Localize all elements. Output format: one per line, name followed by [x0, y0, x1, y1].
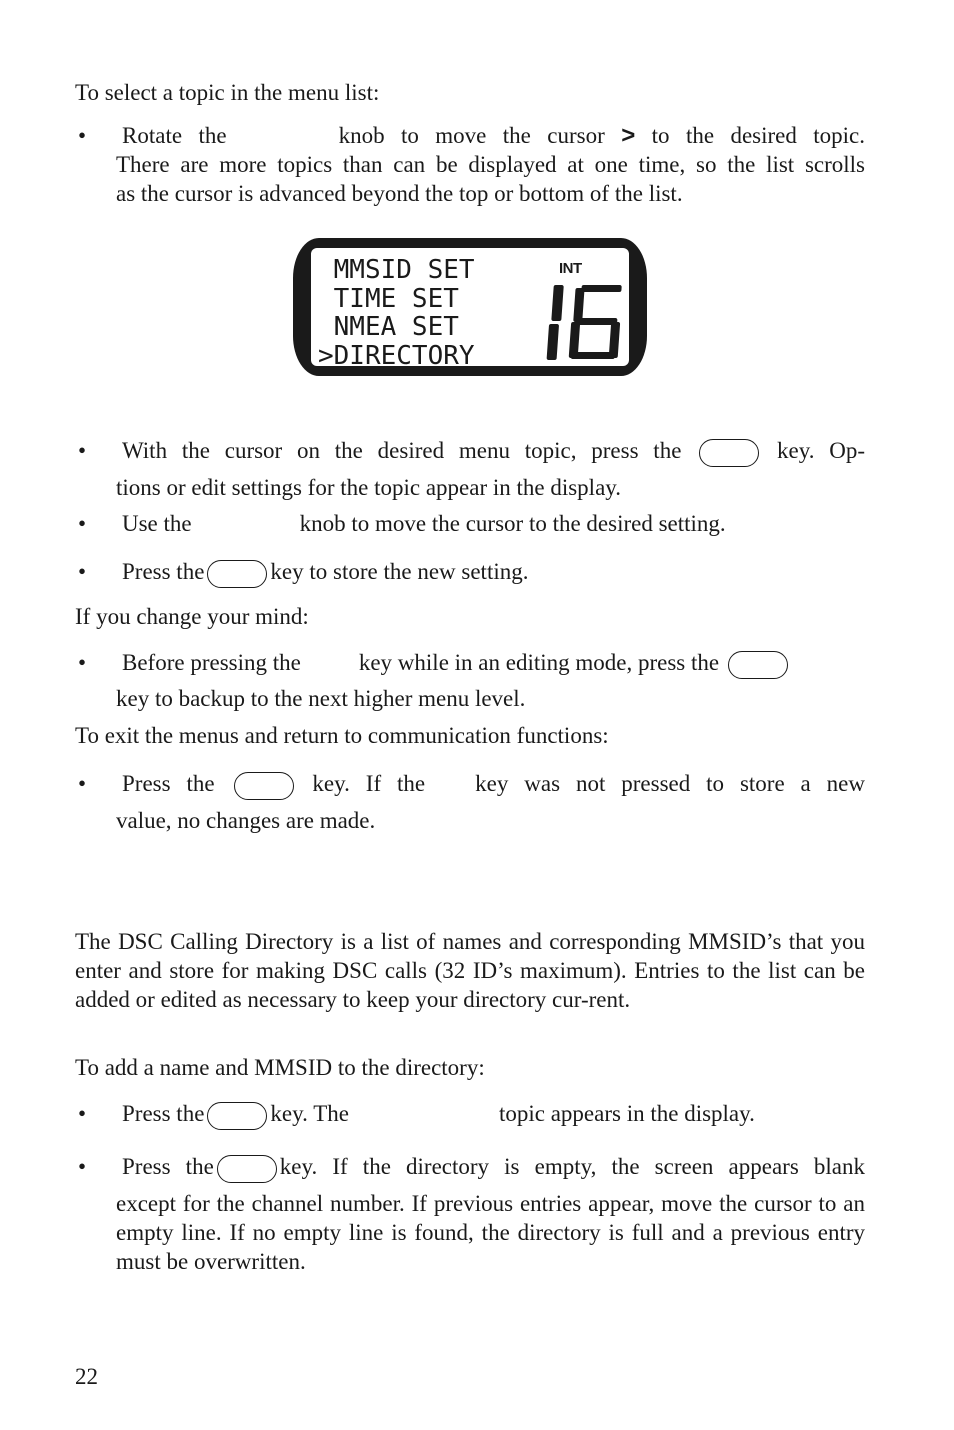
- bullet-dot: •: [78, 1154, 87, 1179]
- bullet-dot: •: [78, 511, 87, 536]
- bullet-dot: •: [78, 123, 87, 148]
- cursor-desired-text-2: key. Op-: [777, 438, 866, 463]
- change-mind-text: If you change your mind:: [75, 604, 309, 629]
- lcd-display: [293, 238, 647, 376]
- rotate-line-3: as the cursor is advanced beyond the top or bottom of the list.: [116, 181, 683, 206]
- cursor-desired-line-1: [122, 436, 865, 467]
- add-1-text-1: Press the: [122, 1101, 205, 1126]
- digit-6-top-segment: [581, 285, 621, 292]
- lcd-line-nmea: NMEA SET: [318, 312, 459, 343]
- exit-intro-text: To exit the menus and return to communication functions:: [75, 723, 609, 748]
- directory-description: The DSC Calling Directory is a list of names and corresponding MMSID’s that you enter and store for making DSC calls (32 ID’s maximum). Entries to the list can be added or edited as necessary to keep your directory cur-rent.: [75, 929, 865, 1012]
- lcd-channel-number: [544, 282, 626, 362]
- key-icon: [234, 772, 294, 800]
- before-pressing-line-2: key to backup to the next higher menu level.: [116, 686, 526, 711]
- rotate-line-2: There are more topics than can be displayed at one time, so the list scrolls: [116, 152, 865, 177]
- lcd-line-directory: >DIRECTORY: [318, 340, 475, 371]
- press-store-line: [122, 557, 865, 588]
- cursor-desired-line-2: tions or edit settings for the topic appear in the display.: [116, 475, 622, 500]
- exit-text-3: key was not pressed to store a new: [475, 771, 866, 796]
- digit-1-upper-segment: [551, 285, 564, 321]
- add-2-line-1: [122, 1152, 865, 1183]
- add-2-continuation: except for the channel number. If previous entries appear, move the cursor to an empty line. If no empty line is found, the directory is full and a previous entry must be overwritten.: [116, 1191, 865, 1274]
- bullet-dot: •: [78, 559, 87, 584]
- lcd-line-time: TIME SET: [318, 283, 459, 314]
- bullet-add-1: [75, 1099, 865, 1130]
- rotate-text-2: knob to move the cursor: [338, 123, 605, 148]
- key-icon: [207, 560, 267, 588]
- before-pressing-text-1: Before pressing the: [122, 650, 301, 675]
- key-icon: [217, 1155, 277, 1183]
- bullet-press-store: [75, 557, 865, 588]
- use-knob-text-1: Use the: [122, 511, 192, 536]
- exit-line-1: [122, 769, 865, 800]
- lcd-menu-lines: [318, 256, 475, 370]
- exit-text-2: key. If the: [312, 771, 426, 796]
- key-icon: [699, 439, 759, 467]
- bullet-use-knob: [75, 509, 865, 538]
- bullet-before-pressing: [75, 648, 865, 713]
- rotate-text-3: to the desired topic.: [651, 123, 866, 148]
- bullet-dot: •: [78, 771, 87, 796]
- digit-6-upper-left-segment: [573, 288, 584, 322]
- lcd-channel-value: 16: [544, 282, 545, 283]
- add-1-text-3: topic appears in the display.: [498, 1101, 755, 1126]
- key-icon: [207, 1102, 267, 1130]
- lcd-screen: [311, 248, 629, 371]
- before-pressing-text-2: key while in an editing mode, press the: [358, 650, 720, 675]
- add-2-text-2: key. If the directory is empty, the screen appears blank: [279, 1154, 865, 1179]
- bullet-exit: [75, 769, 865, 835]
- use-knob-text-2: knob to move the cursor to the desired setting.: [299, 511, 726, 536]
- lcd-int-label: INT: [559, 260, 582, 277]
- exit-text-1: Press the: [122, 771, 215, 796]
- bullet-rotate-knob: [75, 121, 865, 208]
- rotate-text-1: Rotate the: [122, 123, 227, 148]
- digit-6-bottom-segment: [571, 352, 615, 359]
- page-number: 22: [75, 1364, 98, 1389]
- digit-1-lower-segment: [547, 324, 560, 360]
- use-knob-line: [122, 509, 865, 538]
- add-1-line: [122, 1099, 865, 1130]
- add-1-text-2: key. The: [270, 1101, 349, 1126]
- add-2-text-1: Press the: [122, 1154, 214, 1179]
- press-store-text-1: Press the: [122, 559, 205, 584]
- lcd-line-mmsid: MMSID SET: [318, 255, 475, 285]
- bullet-dot: •: [78, 438, 87, 463]
- exit-line-2: value, no changes are made.: [116, 808, 376, 833]
- rotate-line-1: [122, 121, 865, 150]
- intro-select-text: To select a topic in the menu list:: [75, 80, 380, 105]
- bullet-cursor-desired: [75, 436, 865, 502]
- before-pressing-line-1: [122, 648, 865, 679]
- key-icon: [728, 651, 788, 679]
- add-intro-text: To add a name and MMSID to the directory:: [75, 1055, 485, 1080]
- cursor-symbol: >: [621, 122, 636, 149]
- cursor-desired-text-1: With the cursor on the desired menu topic, press the: [122, 438, 682, 463]
- press-store-text-2: key to store the new setting.: [270, 559, 529, 584]
- bullet-dot: •: [78, 650, 87, 675]
- bullet-add-2: [75, 1152, 865, 1276]
- bullet-dot: •: [78, 1101, 87, 1126]
